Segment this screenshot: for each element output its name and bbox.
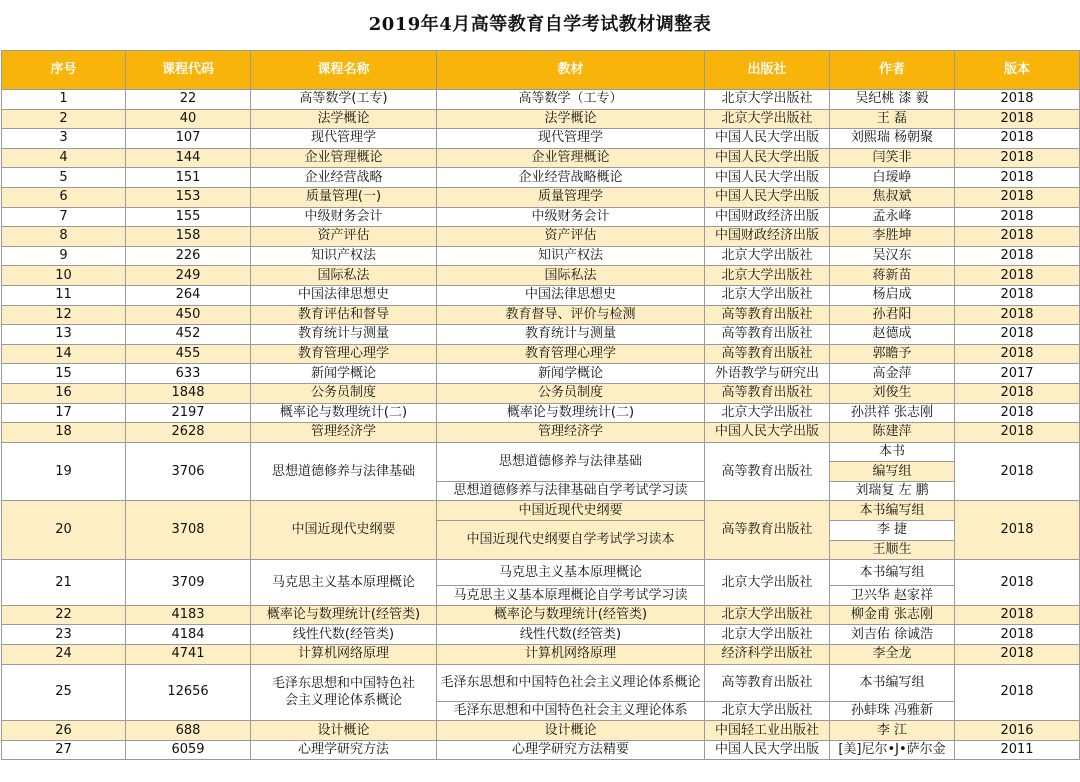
cell-author: 李胜坤 [830,227,955,247]
cell-publisher: 北京大学出版社 [705,109,830,129]
cell-author: [美]尼尔•J•萨尔金 [830,740,955,760]
cell-publisher: 北京大学出版社 [705,560,830,606]
cell-no: 20 [2,501,126,560]
table-row [2,383,1080,403]
cell-edition: 2018 [955,383,1080,403]
cell-author: 编写组 [830,462,955,482]
cell-publisher: 高等教育出版社 [705,664,830,701]
header-course: 课程名称 [251,51,437,90]
table-row [2,423,1080,443]
cell-author: 白瑷峥 [830,168,955,188]
cell-publisher: 北京大学出版社 [705,266,830,286]
cell-author: 郭瞻予 [830,344,955,364]
cell-author: 李全龙 [830,645,955,665]
cell-edition: 2018 [955,664,1080,721]
table-row [2,625,1080,645]
cell-author: 李 江 [830,721,955,741]
cell-book: 公务员制度 [437,383,705,403]
cell-edition: 2018 [955,344,1080,364]
cell-course: 知识产权法 [251,246,437,266]
cell-author: 蒋新苗 [830,266,955,286]
cell-edition: 2018 [955,90,1080,110]
cell-author: 吴汉东 [830,246,955,266]
cell-edition: 2018 [955,403,1080,423]
cell-publisher: 高等教育出版社 [705,305,830,325]
cell-author: 刘熙瑞 杨朝聚 [830,129,955,149]
cell-book: 企业经营战略概论 [437,168,705,188]
cell-code: 4183 [126,605,251,625]
cell-course: 毛泽东思想和中国特色社会主义理论体系概论 [251,664,437,721]
cell-author: 李 捷 [830,521,955,541]
cell-no: 19 [2,442,126,501]
cell-edition: 2018 [955,227,1080,247]
cell-code: 144 [126,148,251,168]
cell-no: 17 [2,403,126,423]
cell-book: 思想道德修养与法律基础自学考试学习读 [437,481,705,501]
cell-no: 10 [2,266,126,286]
cell-author: 王 磊 [830,109,955,129]
cell-edition: 2018 [955,207,1080,227]
cell-author: 王顺生 [830,540,955,560]
cell-course: 教育管理心理学 [251,344,437,364]
cell-publisher: 北京大学出版社 [705,90,830,110]
table-row [2,605,1080,625]
cell-course: 中国法律思想史 [251,285,437,305]
cell-publisher: 高等教育出版社 [705,501,830,560]
cell-author: 刘瑞复 左 鹏 [830,481,955,501]
table-row [2,645,1080,665]
cell-no: 9 [2,246,126,266]
cell-publisher: 外语教学与研究出 [705,364,830,384]
cell-publisher: 北京大学出版社 [705,605,830,625]
cell-code: 6059 [126,740,251,760]
cell-book: 中级财务会计 [437,207,705,227]
cell-course: 中级财务会计 [251,207,437,227]
cell-author: 本书编写组 [830,664,955,701]
cell-book: 中国法律思想史 [437,285,705,305]
cell-no: 26 [2,721,126,741]
cell-author: 吴纪桃 漆 毅 [830,90,955,110]
table-row [2,721,1080,741]
cell-no: 25 [2,664,126,721]
cell-code: 2628 [126,423,251,443]
cell-no: 13 [2,325,126,345]
cell-edition: 2018 [955,605,1080,625]
cell-edition: 2018 [955,285,1080,305]
table-row [2,109,1080,129]
table-row [2,560,1080,586]
cell-publisher: 中国轻工业出版社 [705,721,830,741]
textbook-table [1,50,1080,760]
cell-course: 心理学研究方法 [251,740,437,760]
cell-publisher: 北京大学出版社 [705,625,830,645]
cell-publisher: 中国人民大学出版 [705,423,830,443]
cell-book: 毛泽东思想和中国特色社会主义理论体系 [437,701,705,721]
cell-book: 计算机网络原理 [437,645,705,665]
cell-book: 高等数学（工专） [437,90,705,110]
header-no: 序号 [2,51,126,90]
cell-edition: 2018 [955,423,1080,443]
cell-code: 2197 [126,403,251,423]
cell-author: 刘俊生 [830,383,955,403]
cell-code: 1848 [126,383,251,403]
cell-edition: 2018 [955,266,1080,286]
cell-publisher: 高等教育出版社 [705,383,830,403]
table-row [2,187,1080,207]
table-row [2,207,1080,227]
cell-no: 23 [2,625,126,645]
cell-no: 6 [2,187,126,207]
cell-publisher: 中国人民大学出版 [705,740,830,760]
cell-author: 高金萍 [830,364,955,384]
table-row [2,501,1080,521]
cell-course: 教育评估和督导 [251,305,437,325]
cell-course: 法学概论 [251,109,437,129]
cell-publisher: 北京大学出版社 [705,246,830,266]
cell-author: 焦叔斌 [830,187,955,207]
table-row [2,344,1080,364]
cell-book: 中国近现代史纲要自学考试学习读本 [437,521,705,560]
cell-code: 158 [126,227,251,247]
cell-no: 11 [2,285,126,305]
cell-author: 孙蚌珠 冯雅新 [830,701,955,721]
cell-no: 2 [2,109,126,129]
cell-no: 15 [2,364,126,384]
cell-no: 14 [2,344,126,364]
cell-code: 4741 [126,645,251,665]
cell-book: 教育督导、评价与检测 [437,305,705,325]
cell-code: 40 [126,109,251,129]
cell-course: 教育统计与测量 [251,325,437,345]
cell-edition: 2017 [955,364,1080,384]
table-row [2,90,1080,110]
cell-no: 3 [2,129,126,149]
cell-no: 1 [2,90,126,110]
cell-book: 线性代数(经管类) [437,625,705,645]
cell-publisher: 中国人民大学出版 [705,129,830,149]
cell-course: 线性代数(经管类) [251,625,437,645]
header-publisher: 出版社 [705,51,830,90]
cell-edition: 2016 [955,721,1080,741]
cell-publisher: 高等教育出版社 [705,344,830,364]
cell-course: 设计概论 [251,721,437,741]
header-code: 课程代码 [126,51,251,90]
cell-code: 3706 [126,442,251,501]
cell-publisher: 北京大学出版社 [705,285,830,305]
cell-code: 249 [126,266,251,286]
cell-book: 心理学研究方法精要 [437,740,705,760]
cell-code: 153 [126,187,251,207]
cell-edition: 2018 [955,325,1080,345]
table-row [2,740,1080,760]
cell-book: 企业管理概论 [437,148,705,168]
cell-code: 226 [126,246,251,266]
cell-edition: 2018 [955,305,1080,325]
cell-edition: 2018 [955,129,1080,149]
cell-book: 概率论与数理统计(经管类) [437,605,705,625]
cell-no: 8 [2,227,126,247]
cell-book: 教育统计与测量 [437,325,705,345]
cell-book: 教育管理心理学 [437,344,705,364]
cell-edition: 2018 [955,148,1080,168]
cell-edition: 2018 [955,560,1080,606]
cell-code: 12656 [126,664,251,721]
cell-no: 27 [2,740,126,760]
cell-author: 孙洪祥 张志刚 [830,403,955,423]
table-row [2,305,1080,325]
table-row [2,266,1080,286]
cell-course: 公务员制度 [251,383,437,403]
cell-author: 柳金甫 张志刚 [830,605,955,625]
cell-author: 陈建萍 [830,423,955,443]
cell-code: 155 [126,207,251,227]
table-row [2,227,1080,247]
cell-edition: 2018 [955,625,1080,645]
cell-publisher: 中国人民大学出版 [705,148,830,168]
cell-book: 概率论与数理统计(二) [437,403,705,423]
cell-edition: 2018 [955,442,1080,501]
table-row [2,442,1080,462]
cell-book: 管理经济学 [437,423,705,443]
cell-course: 概率论与数理统计(经管类) [251,605,437,625]
cell-code: 22 [126,90,251,110]
cell-code: 264 [126,285,251,305]
cell-code: 688 [126,721,251,741]
cell-no: 12 [2,305,126,325]
cell-author: 本书编写组 [830,560,955,586]
cell-code: 3708 [126,501,251,560]
table-row [2,246,1080,266]
cell-author: 杨启成 [830,285,955,305]
cell-book: 现代管理学 [437,129,705,149]
cell-book: 国际私法 [437,266,705,286]
table-row [2,403,1080,423]
cell-course: 中国近现代史纲要 [251,501,437,560]
cell-course: 高等数学(工专) [251,90,437,110]
cell-edition: 2018 [955,168,1080,188]
cell-book: 设计概论 [437,721,705,741]
cell-author: 孙君阳 [830,305,955,325]
cell-edition: 2018 [955,109,1080,129]
cell-code: 3709 [126,560,251,606]
header-author: 作者 [830,51,955,90]
cell-course: 质量管理(一) [251,187,437,207]
cell-author: 本书 [830,442,955,462]
cell-course: 计算机网络原理 [251,645,437,665]
cell-course: 新闻学概论 [251,364,437,384]
cell-book: 知识产权法 [437,246,705,266]
cell-course: 企业经营战略 [251,168,437,188]
cell-edition: 2011 [955,740,1080,760]
table-row [2,664,1080,701]
cell-book: 毛泽东思想和中国特色社会主义理论体系概论 [437,664,705,701]
cell-edition: 2018 [955,645,1080,665]
cell-book: 新闻学概论 [437,364,705,384]
cell-no: 5 [2,168,126,188]
cell-book: 法学概论 [437,109,705,129]
cell-author: 本书编写组 [830,501,955,521]
table-row [2,129,1080,149]
cell-edition: 2018 [955,187,1080,207]
cell-book: 资产评估 [437,227,705,247]
cell-no: 18 [2,423,126,443]
cell-course: 管理经济学 [251,423,437,443]
cell-course: 马克思主义基本原理概论 [251,560,437,606]
cell-code: 151 [126,168,251,188]
cell-author: 赵德成 [830,325,955,345]
cell-book: 中国近现代史纲要 [437,501,705,521]
cell-publisher: 中国人民大学出版 [705,187,830,207]
cell-publisher: 中国财政经济出版 [705,207,830,227]
cell-book: 马克思主义基本原理概论 [437,560,705,586]
table-row [2,148,1080,168]
cell-author: 刘吉佑 徐诚浩 [830,625,955,645]
header-book: 教材 [437,51,705,90]
cell-code: 452 [126,325,251,345]
cell-code: 107 [126,129,251,149]
cell-publisher: 高等教育出版社 [705,325,830,345]
cell-publisher: 高等教育出版社 [705,442,830,501]
cell-book: 马克思主义基本原理概论自学考试学习读 [437,586,705,606]
header-row [2,51,1080,90]
cell-book: 思想道德修养与法律基础 [437,442,705,481]
cell-course: 资产评估 [251,227,437,247]
table-row [2,168,1080,188]
page-title: 2019年4月高等教育自学考试教材调整表 [368,14,712,35]
cell-publisher: 北京大学出版社 [705,701,830,721]
table-row [2,364,1080,384]
cell-author: 闫笑非 [830,148,955,168]
cell-publisher: 中国财政经济出版 [705,227,830,247]
cell-no: 22 [2,605,126,625]
cell-code: 633 [126,364,251,384]
cell-publisher: 北京大学出版社 [705,403,830,423]
cell-edition: 2018 [955,501,1080,560]
cell-course: 现代管理学 [251,129,437,149]
cell-no: 4 [2,148,126,168]
cell-author: 卫兴华 赵家祥 [830,586,955,606]
cell-code: 455 [126,344,251,364]
cell-publisher: 中国人民大学出版 [705,168,830,188]
cell-publisher: 经济科学出版社 [705,645,830,665]
cell-no: 24 [2,645,126,665]
cell-course: 概率论与数理统计(二) [251,403,437,423]
table-row [2,325,1080,345]
cell-no: 16 [2,383,126,403]
cell-edition: 2018 [955,246,1080,266]
cell-code: 450 [126,305,251,325]
header-edition: 版本 [955,51,1080,90]
table-row [2,285,1080,305]
cell-course: 国际私法 [251,266,437,286]
cell-author: 孟永峰 [830,207,955,227]
cell-code: 4184 [126,625,251,645]
cell-book: 质量管理学 [437,187,705,207]
cell-no: 7 [2,207,126,227]
cell-course: 思想道德修养与法律基础 [251,442,437,501]
cell-no: 21 [2,560,126,606]
cell-course: 企业管理概论 [251,148,437,168]
